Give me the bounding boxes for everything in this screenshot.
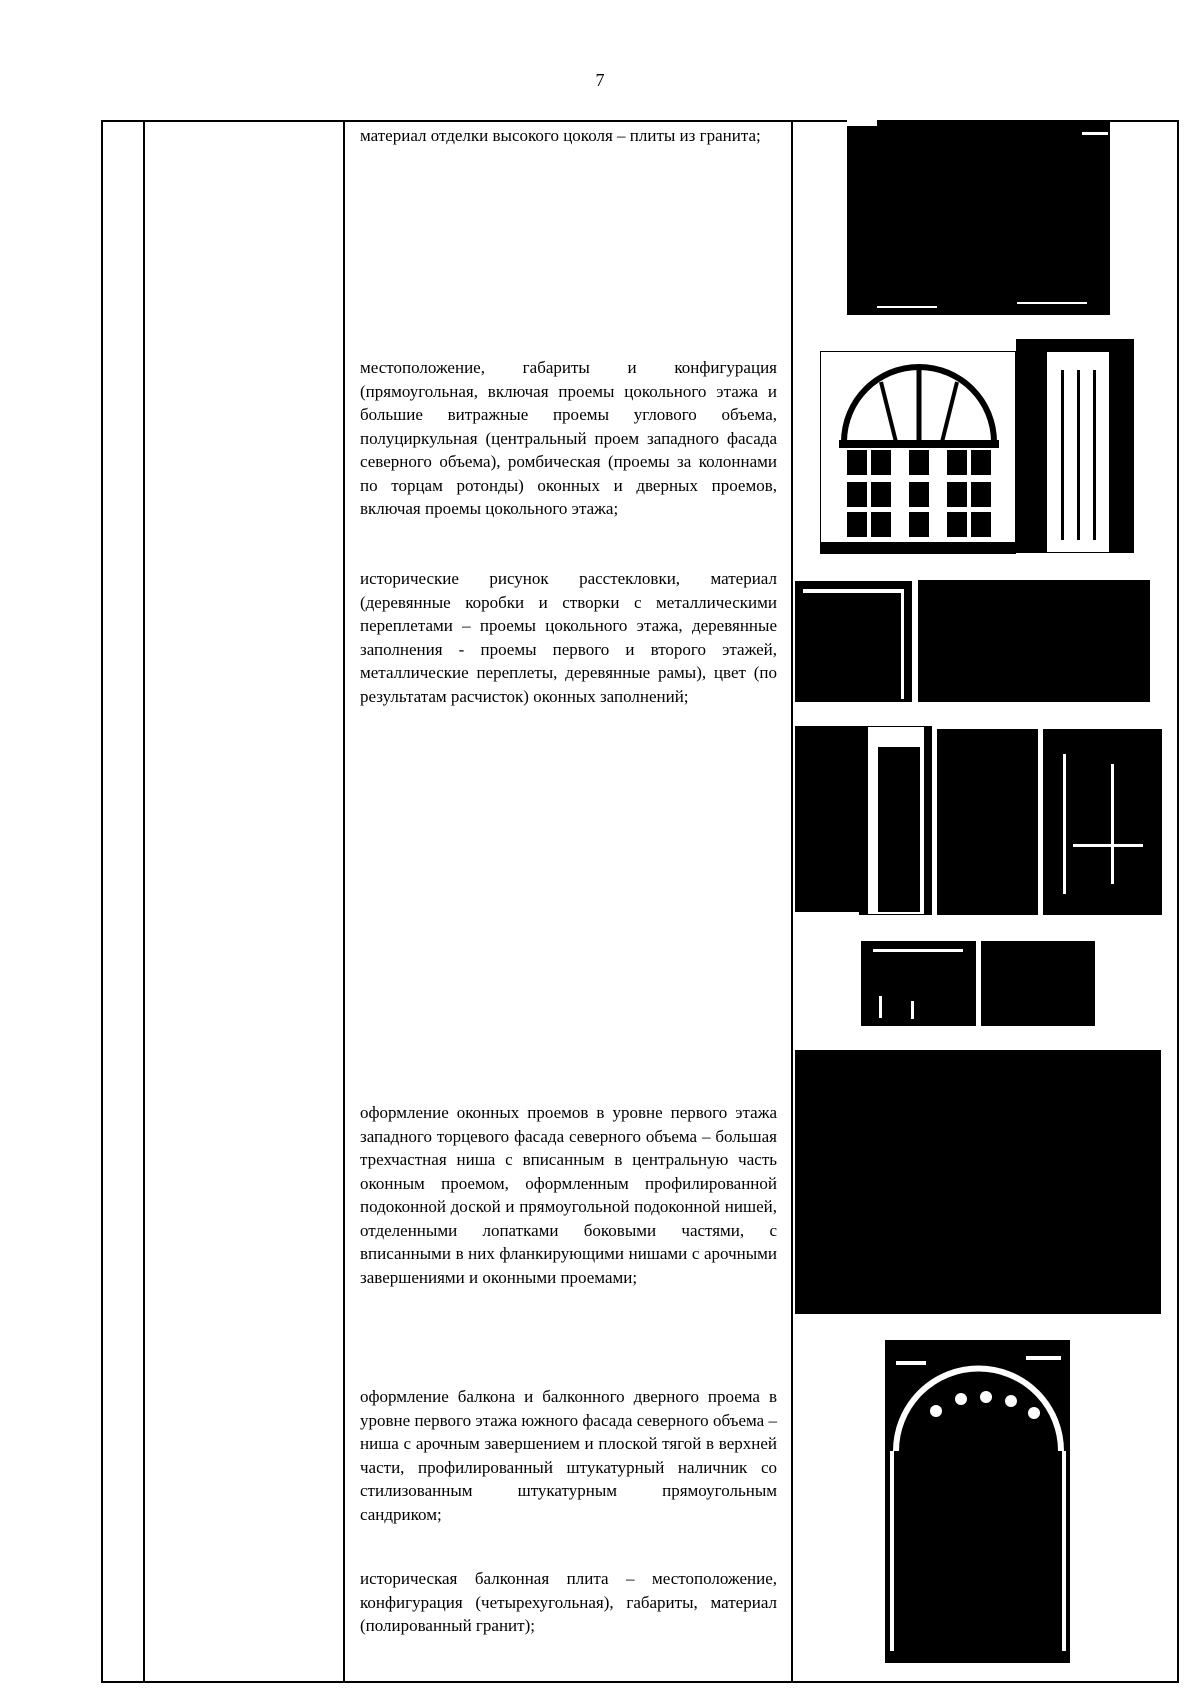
photo-granite-plinth xyxy=(847,120,1110,315)
photo-west-facade-niche xyxy=(795,1050,1161,1314)
column-divider-1 xyxy=(143,122,145,1681)
column-divider-3 xyxy=(791,122,793,1681)
paragraph-window-glazing: исторические рисунок расстекловки, материал (деревянные коробки и створки с металлическими переплетами – проемы цокольного этажа, деревянные заполнения - проемы первого и второго этажей, металлические переплеты, деревянные рамы), цвет (по результатам расчисток) оконных заполнений; xyxy=(360,569,777,706)
photo-small-1 xyxy=(861,941,976,1026)
photo-door-2 xyxy=(859,726,932,915)
photo-balcony-arch xyxy=(885,1340,1070,1663)
photo-arched-window xyxy=(820,351,1016,554)
photo-door-4 xyxy=(1043,729,1162,915)
photo-basement-window-left xyxy=(795,581,912,702)
column-divider-2 xyxy=(343,122,345,1681)
paragraph-plinth-material: материал отделки высокого цоколя – плиты из гранита; xyxy=(360,126,761,145)
paragraph-balcony-design: оформление балкона и балконного дверного проема в уровне первого этажа южного фасада северного объема – ниша с арочным завершением и плоской тягой в верхней части, профилированный штукатурный наличник со стилизованным штукатурным прямоугольным сандриком; xyxy=(360,1387,777,1524)
photo-door-1 xyxy=(795,726,860,912)
photo-window-side xyxy=(1016,339,1134,553)
paragraph-openings-configuration: местоположение, габариты и конфигурация (прямоугольная, включая проемы цокольного этажа и большие витражные проемы углового объема, полуциркульная (центральный проем западного фасада северного объема), ромбическая (проемы за колоннами по торцам ротонды) оконных и дверных проемов, включая проемы цокольного этажа; xyxy=(360,358,777,518)
paragraph-balcony-slab: историческая балконная плита – местоположение, конфигурация (четырехугольная), габариты, материал (полированный гранит); xyxy=(360,1569,777,1635)
photo-basement-window-right xyxy=(918,580,1150,702)
page-number: 7 xyxy=(595,70,605,90)
paragraph-west-facade-windows: оформление оконных проемов в уровне первого этажа западного торцевого фасада северного объема – большая трехчастная ниша с вписанным в центральную часть оконным проемом, оформленным профилированной подоконной доской и прямоугольной подоконной нишей, отделенными лопатками боковыми частями, с вписанными в них фланкирующими нишами с арочными завершениями и оконными проемами; xyxy=(360,1103,777,1287)
photo-door-3 xyxy=(937,729,1038,915)
photo-small-2 xyxy=(981,941,1095,1026)
